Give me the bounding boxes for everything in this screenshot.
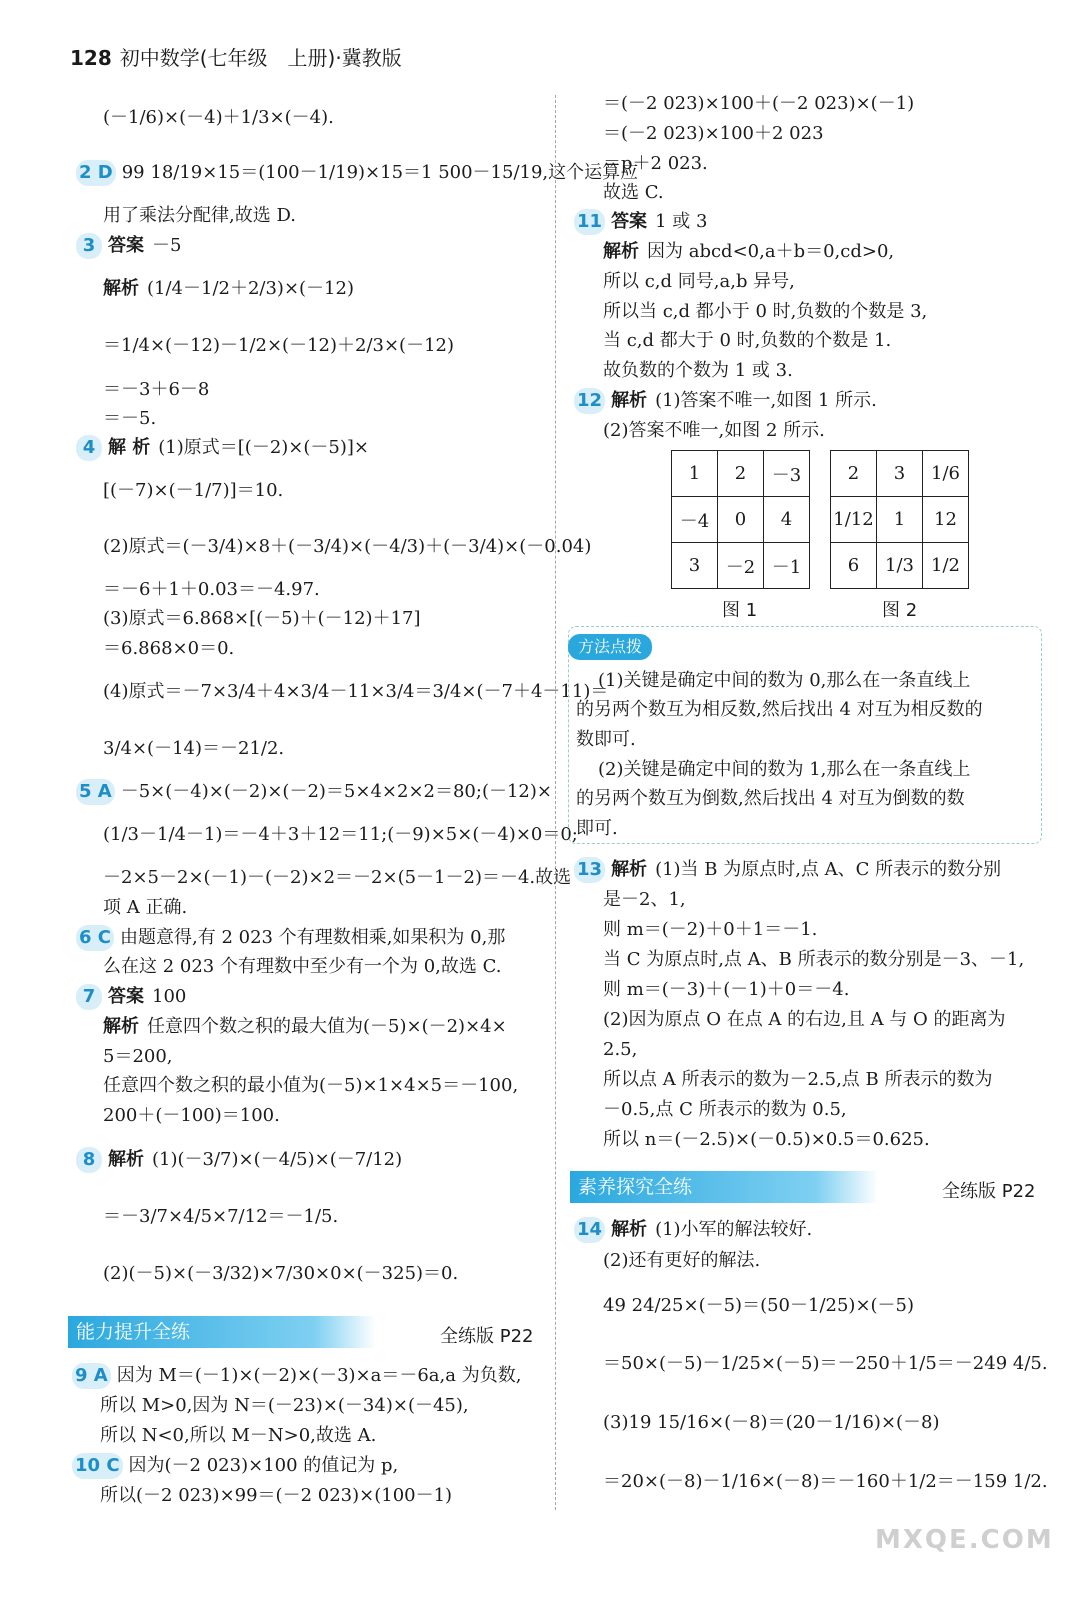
answer-label: 答案 bbox=[611, 211, 648, 232]
text-line: 因为 abcd<0,a＋b＝0,cd>0, bbox=[647, 241, 895, 262]
text-line: (－1/6)×(－4)＋1/3×(－4). bbox=[103, 107, 334, 128]
text-line: 因为 M＝(－1)×(－2)×(－3)×a＝－6a,a 为负数, bbox=[116, 1365, 522, 1386]
text-line: (1)(－3/7)×(－4/5)×(－7/12) bbox=[152, 1149, 403, 1170]
grid-cell: 3 bbox=[672, 543, 718, 589]
text-line: 任意四个数之积的最大值为(－5)×(－2)×4× bbox=[147, 1016, 507, 1037]
text-line: (1/3－1/4－1)＝－4＋3＋12＝11;(－9)×5×(－4)×0＝0; bbox=[103, 824, 578, 845]
answer-3 bbox=[76, 233, 181, 259]
text-line: 是－2、1, bbox=[603, 889, 686, 910]
answer-8 bbox=[76, 1147, 402, 1173]
text-line: (4)原式＝－7×3/4＋4×3/4－11×3/4＝3/4×(－7＋4－11)＝ bbox=[103, 681, 609, 702]
text-line: －2×5－2×(－1)－(－2)×2＝－2×(5－1－2)＝－4.故选 bbox=[103, 867, 572, 888]
text-line: ＝－5. bbox=[103, 408, 157, 429]
text-line: ＝p＋2 023. bbox=[603, 153, 708, 174]
grid-cell: 1/12 bbox=[831, 497, 877, 543]
section-ref-literacy: 全练版 P22 bbox=[942, 1181, 1036, 1202]
text-line: (1)当 B 为原点时,点 A、C 所表示的数分别 bbox=[655, 859, 1002, 880]
text-line: (3)19 15/16×(－8)＝(20－1/16)×(－8) bbox=[603, 1412, 940, 1433]
grid-cell: 12 bbox=[923, 497, 969, 543]
grid-cell: 2 bbox=[718, 451, 764, 497]
tip-line: (1)关键是确定中间的数为 0,那么在一条直线上 bbox=[598, 670, 971, 691]
tip-line: 数即可. bbox=[576, 729, 636, 750]
tip-line: 的另两个数互为倒数,然后找出 4 对互为倒数的数 bbox=[576, 788, 965, 809]
text-line: 200＋(－100)＝100. bbox=[103, 1105, 280, 1126]
method-tip-label: 方法点拨 bbox=[568, 634, 652, 660]
question-number: 5 A bbox=[76, 779, 115, 805]
analysis-label: 解析 bbox=[611, 390, 648, 411]
answer-5 bbox=[76, 779, 552, 805]
text-line: ＝－3/7×4/5×7/12＝－1/5. bbox=[103, 1206, 339, 1227]
analysis-label: 解析 bbox=[108, 1149, 144, 1170]
text-line: 故选 C. bbox=[603, 182, 664, 203]
analysis-label: 解析 bbox=[603, 241, 639, 262]
text-line: (2)原式＝(－3/4)×8＋(－3/4)×(－4/3)＋(－3/4)×(－0.04) bbox=[103, 536, 592, 557]
text-line: 项 A 正确. bbox=[103, 897, 188, 918]
grid-cell: －1 bbox=[764, 543, 810, 589]
text-line: (1/4－1/2＋2/3)×(－12) bbox=[147, 278, 354, 299]
answer-14 bbox=[574, 1217, 812, 1243]
analysis-3 bbox=[103, 276, 354, 302]
page-header bbox=[70, 42, 402, 71]
text-line: 5＝200, bbox=[103, 1046, 173, 1067]
text-line: 则 m＝(－2)＋0＋1＝－1. bbox=[603, 919, 818, 940]
text-line: 3/4×(－14)＝－21/2. bbox=[103, 738, 285, 759]
figure-2-grid bbox=[830, 450, 969, 589]
answer-2 bbox=[76, 160, 638, 186]
section-banner-ability: 能力提升全练 bbox=[68, 1316, 376, 1348]
question-number: 4 bbox=[76, 435, 102, 461]
text-line: 所以 c,d 同号,a,b 异号, bbox=[603, 271, 795, 292]
text-line: 用了乘法分配律,故选 D. bbox=[103, 205, 296, 226]
grid-cell: －2 bbox=[718, 543, 764, 589]
analysis-7 bbox=[103, 1014, 507, 1040]
grid-cell: 1 bbox=[672, 451, 718, 497]
tip-line: 的另两个数互为相反数,然后找出 4 对互为相反数的 bbox=[576, 699, 983, 720]
text-line: ＝6.868×0＝0. bbox=[103, 638, 235, 659]
text-line: 100 bbox=[152, 986, 187, 1007]
text-line: (1)答案不唯一,如图 1 所示. bbox=[655, 390, 877, 411]
question-number: 6 C bbox=[76, 925, 114, 951]
grid-cell: 3 bbox=[877, 451, 923, 497]
text-line: ＝－6＋1＋0.03＝－4.97. bbox=[103, 579, 320, 600]
text-line: (3)原式＝6.868×[(－5)＋(－12)＋17] bbox=[103, 608, 421, 629]
grid-row bbox=[831, 451, 969, 497]
analysis-11 bbox=[603, 239, 894, 265]
text-line: (2)还有更好的解法. bbox=[603, 1250, 761, 1271]
answer-12 bbox=[574, 388, 877, 414]
text-line: 由题意得,有 2 023 个有理数相乘,如果积为 0,那 bbox=[120, 927, 506, 948]
question-number: 7 bbox=[76, 984, 102, 1010]
figure-1-grid bbox=[671, 450, 810, 589]
answer-6 bbox=[76, 925, 505, 951]
analysis-label: 解析 bbox=[611, 1219, 648, 1240]
tip-line: (2)关键是确定中间的数为 1,那么在一条直线上 bbox=[598, 759, 971, 780]
text-line: ＝50×(－5)－1/25×(－5)＝－250＋1/5＝－249 4/5. bbox=[603, 1353, 1048, 1374]
analysis-label: 解 析 bbox=[108, 437, 151, 458]
text-line: [(－7)×(－1/7)]＝10. bbox=[103, 480, 284, 501]
watermark: MXQE.COM bbox=[875, 1525, 1054, 1555]
grid-cell: 2 bbox=[831, 451, 877, 497]
question-number: 8 bbox=[76, 1147, 102, 1173]
figure-2-caption: 图 2 bbox=[882, 600, 918, 621]
grid-cell: 4 bbox=[764, 497, 810, 543]
figure-1-caption: 图 1 bbox=[722, 600, 758, 621]
text-line: 所以点 A 所表示的数为－2.5,点 B 所表示的数为 bbox=[603, 1069, 993, 1090]
grid-cell: 6 bbox=[831, 543, 877, 589]
question-number: 3 bbox=[76, 233, 102, 259]
grid-cell: －3 bbox=[764, 451, 810, 497]
question-number: 11 bbox=[574, 209, 605, 235]
grid-row bbox=[831, 543, 969, 589]
grid-row bbox=[672, 497, 810, 543]
text-line: (2)因为原点 O 在点 A 的右边,且 A 与 O 的距离为 bbox=[603, 1009, 1006, 1030]
text-line: 所以 n＝(－2.5)×(－0.5)×0.5＝0.625. bbox=[603, 1129, 930, 1150]
section-banner-literacy: 素养探究全练 bbox=[570, 1171, 878, 1203]
text-line: 49 24/25×(－5)＝(50－1/25)×(－5) bbox=[603, 1295, 915, 1316]
text-line: 所以 N<0,所以 M－N>0,故选 A. bbox=[100, 1425, 377, 1446]
text-line: 99 18/19×15＝(100－1/19)×15＝1 500－15/19,这个运算应 bbox=[121, 162, 639, 183]
answer-9 bbox=[72, 1363, 521, 1389]
answer-4 bbox=[76, 435, 369, 461]
text-line: 所以(－2 023)×99＝(－2 023)×(100－1) bbox=[100, 1485, 453, 1506]
text-line: (1)小军的解法较好. bbox=[655, 1219, 813, 1240]
text-line: ＝－3＋6－8 bbox=[103, 379, 210, 400]
text-line: (1)原式＝[(－2)×(－5)]× bbox=[158, 437, 369, 458]
text-line: －0.5,点 C 所表示的数为 0.5, bbox=[603, 1099, 847, 1120]
answer-label: 答案 bbox=[108, 986, 144, 1007]
text-line: 当 C 为原点时,点 A、B 所表示的数分别是－3、－1, bbox=[603, 949, 1025, 970]
grid-cell: －4 bbox=[672, 497, 718, 543]
analysis-label: 解析 bbox=[103, 1016, 139, 1037]
grid-row bbox=[831, 497, 969, 543]
tip-line: 即可. bbox=[576, 818, 618, 839]
text-line: ＝(－2 023)×100＋(－2 023)×(－1) bbox=[603, 93, 915, 114]
text-line: ＝1/4×(－12)－1/2×(－12)＋2/3×(－12) bbox=[103, 335, 454, 356]
text-line: 1 或 3 bbox=[655, 211, 708, 232]
analysis-label: 解析 bbox=[103, 278, 139, 299]
question-number: 10 C bbox=[72, 1453, 123, 1479]
text-line: ＝20×(－8)－1/16×(－8)＝－160＋1/2＝－159 1/2. bbox=[603, 1471, 1048, 1492]
text-line: (2)(－5)×(－3/32)×7/30×0×(－325)＝0. bbox=[103, 1263, 459, 1284]
question-number: 14 bbox=[574, 1217, 605, 1243]
text-line: 么在这 2 023 个有理数中至少有一个为 0,故选 C. bbox=[103, 956, 502, 977]
answer-11 bbox=[574, 209, 707, 235]
answer-10 bbox=[72, 1453, 398, 1479]
book-title: 初中数学(七年级 上册)·冀教版 bbox=[119, 46, 402, 70]
text-line: 故负数的个数为 1 或 3. bbox=[603, 360, 793, 381]
grid-cell: 1/3 bbox=[877, 543, 923, 589]
text-line: 任意四个数之积的最小值为(－5)×1×4×5＝－100, bbox=[103, 1075, 519, 1096]
answer-13 bbox=[574, 857, 1001, 883]
answer-7 bbox=[76, 984, 186, 1010]
grid-cell: 0 bbox=[718, 497, 764, 543]
section-ref-ability: 全练版 P22 bbox=[440, 1326, 534, 1347]
question-number: 2 D bbox=[76, 160, 116, 186]
answer-label: 答案 bbox=[108, 235, 144, 256]
text-line: 所以当 c,d 都小于 0 时,负数的个数是 3, bbox=[603, 301, 928, 322]
grid-cell: 1 bbox=[877, 497, 923, 543]
text-line: 所以 M>0,因为 N＝(－23)×(－34)×(－45), bbox=[100, 1395, 469, 1416]
text-line: 因为(－2 023)×100 的值记为 p, bbox=[128, 1455, 399, 1476]
question-number: 9 A bbox=[72, 1363, 111, 1389]
text-line: 当 c,d 都大于 0 时,负数的个数是 1. bbox=[603, 330, 892, 351]
text-line: －5×(－4)×(－2)×(－2)＝5×4×2×2＝80;(－12)× bbox=[120, 781, 552, 802]
grid-cell: 1/2 bbox=[923, 543, 969, 589]
text-line: (2)答案不唯一,如图 2 所示. bbox=[603, 420, 825, 441]
page-number: 128 bbox=[70, 46, 112, 70]
analysis-label: 解析 bbox=[611, 859, 648, 880]
grid-row bbox=[672, 543, 810, 589]
text-line: －5 bbox=[152, 235, 182, 256]
text-line: ＝(－2 023)×100＋2 023 bbox=[603, 123, 824, 144]
text-line: 2.5, bbox=[603, 1039, 638, 1060]
grid-cell: 1/6 bbox=[923, 451, 969, 497]
grid-row bbox=[672, 451, 810, 497]
column-divider bbox=[555, 95, 556, 1510]
question-number: 12 bbox=[574, 388, 605, 414]
text-line: 则 m＝(－3)＋(－1)＋0＝－4. bbox=[603, 979, 850, 1000]
question-number: 13 bbox=[574, 857, 605, 883]
